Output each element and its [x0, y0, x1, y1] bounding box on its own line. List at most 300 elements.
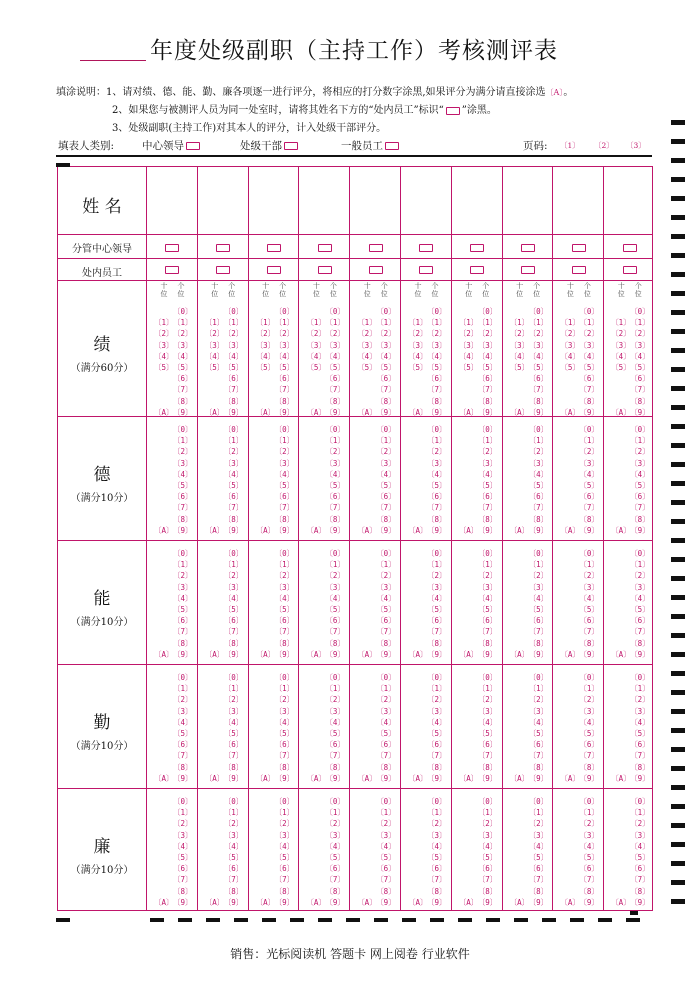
- option-oval[interactable]: [186, 142, 200, 150]
- full-score-bubble[interactable]: 〔A〕: [357, 649, 377, 659]
- score-bubble-ones[interactable]: 〔0〕: [427, 673, 447, 682]
- score-bubble-tens[interactable]: 〔1〕: [357, 318, 377, 328]
- score-bubble-ones[interactable]: 〔0〕: [325, 549, 345, 558]
- score-bubble-ones[interactable]: 〔6〕: [223, 864, 244, 874]
- score-bubble-ones[interactable]: 〔5〕: [274, 363, 295, 372]
- full-score-bubble[interactable]: 〔A〕: [255, 525, 276, 535]
- score-bubble-ones[interactable]: 〔1〕: [274, 436, 295, 446]
- score-bubble-ones[interactable]: 〔4〕: [579, 351, 599, 361]
- score-bubble-tens[interactable]: 〔1〕: [611, 318, 631, 328]
- score-bubble-ones[interactable]: 〔8〕: [630, 396, 650, 406]
- score-bubble-ones[interactable]: 〔7〕: [325, 385, 345, 395]
- score-bubble-ones[interactable]: 〔2〕: [325, 447, 345, 457]
- score-bubble-ones[interactable]: 〔3〕: [376, 458, 396, 468]
- score-bubble-ones[interactable]: 〔2〕: [579, 695, 599, 705]
- score-bubble-ones[interactable]: 〔2〕: [173, 447, 193, 457]
- score-bubble-ones[interactable]: 〔6〕: [223, 616, 244, 626]
- score-bubble-ones[interactable]: 〔2〕: [325, 329, 345, 339]
- score-bubble-ones[interactable]: 〔2〕: [376, 695, 396, 705]
- score-bubble-ones[interactable]: 〔2〕: [223, 571, 244, 581]
- score-bubble-ones[interactable]: 〔4〕: [477, 841, 498, 851]
- score-bubble-ones[interactable]: 〔4〕: [325, 717, 345, 727]
- score-bubble-ones[interactable]: 〔7〕: [274, 385, 295, 395]
- score-bubble-ones[interactable]: 〔2〕: [630, 819, 650, 829]
- score-bubble-ones[interactable]: 〔6〕: [173, 374, 193, 384]
- full-score-bubble[interactable]: 〔A〕: [458, 773, 479, 783]
- score-bubble-ones[interactable]: 〔0〕: [325, 307, 345, 316]
- score-bubble-ones[interactable]: 〔2〕: [376, 819, 396, 829]
- score-bubble-ones[interactable]: 〔3〕: [173, 706, 193, 716]
- full-score-bubble[interactable]: 〔A〕: [560, 649, 580, 659]
- score-bubble-ones[interactable]: 〔0〕: [477, 425, 498, 434]
- score-bubble-ones[interactable]: 〔0〕: [477, 307, 498, 316]
- score-bubble-ones[interactable]: 〔8〕: [325, 396, 345, 406]
- score-bubble-ones[interactable]: 〔9〕: [427, 773, 447, 783]
- full-score-bubble[interactable]: 〔A〕: [509, 407, 530, 417]
- score-bubble-ones[interactable]: 〔6〕: [630, 864, 650, 874]
- score-bubble-ones[interactable]: 〔4〕: [173, 593, 193, 603]
- score-bubble-ones[interactable]: 〔4〕: [376, 469, 396, 479]
- score-bubble-tens[interactable]: 〔1〕: [408, 318, 428, 328]
- score-bubble-ones[interactable]: 〔0〕: [579, 425, 599, 434]
- score-bubble-ones[interactable]: 〔1〕: [427, 318, 447, 328]
- score-bubble-ones[interactable]: 〔5〕: [528, 481, 549, 490]
- score-bubble-ones[interactable]: 〔5〕: [427, 729, 447, 738]
- score-bubble-ones[interactable]: 〔3〕: [173, 458, 193, 468]
- full-score-bubble[interactable]: 〔A〕: [408, 525, 428, 535]
- score-bubble-ones[interactable]: 〔4〕: [477, 593, 498, 603]
- score-bubble-ones[interactable]: 〔1〕: [376, 808, 396, 818]
- score-bubble-ones[interactable]: 〔1〕: [579, 560, 599, 570]
- score-bubble-ones[interactable]: 〔9〕: [325, 773, 345, 783]
- score-bubble-ones[interactable]: 〔1〕: [630, 436, 650, 446]
- score-bubble-ones[interactable]: 〔8〕: [528, 762, 549, 772]
- full-score-bubble[interactable]: 〔A〕: [611, 407, 631, 417]
- score-bubble-ones[interactable]: 〔1〕: [274, 808, 295, 818]
- score-bubble-ones[interactable]: 〔4〕: [223, 469, 244, 479]
- score-bubble-ones[interactable]: 〔6〕: [376, 374, 396, 384]
- score-bubble-ones[interactable]: 〔6〕: [376, 616, 396, 626]
- score-bubble-ones[interactable]: 〔7〕: [376, 627, 396, 637]
- score-bubble-ones[interactable]: 〔5〕: [477, 363, 498, 372]
- score-bubble-ones[interactable]: 〔3〕: [528, 340, 549, 350]
- score-bubble-ones[interactable]: 〔0〕: [376, 307, 396, 316]
- score-bubble-ones[interactable]: 〔1〕: [325, 560, 345, 570]
- score-bubble-ones[interactable]: 〔8〕: [274, 396, 295, 406]
- score-bubble-ones[interactable]: 〔1〕: [579, 318, 599, 328]
- score-bubble-ones[interactable]: 〔5〕: [427, 363, 447, 372]
- score-bubble-ones[interactable]: 〔9〕: [528, 525, 549, 535]
- score-bubble-ones[interactable]: 〔9〕: [274, 407, 295, 417]
- score-bubble-ones[interactable]: 〔9〕: [274, 773, 295, 783]
- page-option-3[interactable]: 〔3〕: [626, 141, 646, 150]
- score-bubble-ones[interactable]: 〔0〕: [223, 797, 244, 806]
- score-bubble-ones[interactable]: 〔3〕: [223, 340, 244, 350]
- score-bubble-ones[interactable]: 〔5〕: [630, 729, 650, 738]
- score-bubble-ones[interactable]: 〔3〕: [223, 830, 244, 840]
- score-bubble-ones[interactable]: 〔9〕: [376, 773, 396, 783]
- score-bubble-ones[interactable]: 〔5〕: [223, 481, 244, 490]
- score-bubble-ones[interactable]: 〔6〕: [427, 864, 447, 874]
- score-bubble-ones[interactable]: 〔3〕: [223, 582, 244, 592]
- score-bubble-ones[interactable]: 〔2〕: [274, 571, 295, 581]
- score-bubble-ones[interactable]: 〔8〕: [579, 886, 599, 896]
- score-bubble-ones[interactable]: 〔1〕: [223, 684, 244, 694]
- score-bubble-ones[interactable]: 〔1〕: [630, 318, 650, 328]
- score-bubble-ones[interactable]: 〔2〕: [325, 571, 345, 581]
- score-bubble-ones[interactable]: 〔6〕: [427, 740, 447, 750]
- score-bubble-ones[interactable]: 〔6〕: [528, 740, 549, 750]
- score-bubble-ones[interactable]: 〔4〕: [579, 593, 599, 603]
- score-bubble-ones[interactable]: 〔3〕: [223, 458, 244, 468]
- score-bubble-ones[interactable]: 〔6〕: [477, 374, 498, 384]
- score-bubble-ones[interactable]: 〔0〕: [223, 549, 244, 558]
- score-bubble-ones[interactable]: 〔5〕: [274, 481, 295, 490]
- score-bubble-ones[interactable]: 〔4〕: [274, 593, 295, 603]
- score-bubble-ones[interactable]: 〔5〕: [630, 363, 650, 372]
- full-score-bubble[interactable]: 〔A〕: [154, 897, 174, 907]
- score-bubble-ones[interactable]: 〔2〕: [579, 447, 599, 457]
- score-bubble-ones[interactable]: 〔9〕: [579, 773, 599, 783]
- score-bubble-ones[interactable]: 〔4〕: [325, 469, 345, 479]
- score-bubble-ones[interactable]: 〔2〕: [579, 819, 599, 829]
- score-bubble-ones[interactable]: 〔7〕: [630, 875, 650, 885]
- score-bubble-ones[interactable]: 〔9〕: [173, 525, 193, 535]
- score-bubble-ones[interactable]: 〔6〕: [173, 492, 193, 502]
- score-bubble-ones[interactable]: 〔6〕: [579, 374, 599, 384]
- score-bubble-ones[interactable]: 〔8〕: [325, 638, 345, 648]
- score-bubble-ones[interactable]: 〔1〕: [427, 684, 447, 694]
- score-bubble-ones[interactable]: 〔7〕: [427, 875, 447, 885]
- score-bubble-ones[interactable]: 〔6〕: [528, 492, 549, 502]
- score-bubble-ones[interactable]: 〔2〕: [325, 695, 345, 705]
- score-bubble-ones[interactable]: 〔9〕: [223, 897, 244, 907]
- score-bubble-ones[interactable]: 〔1〕: [579, 684, 599, 694]
- score-bubble-ones[interactable]: 〔3〕: [376, 830, 396, 840]
- score-bubble-ones[interactable]: 〔9〕: [223, 649, 244, 659]
- score-bubble-ones[interactable]: 〔3〕: [579, 830, 599, 840]
- score-bubble-ones[interactable]: 〔0〕: [223, 307, 244, 316]
- score-bubble-ones[interactable]: 〔4〕: [477, 469, 498, 479]
- score-bubble-ones[interactable]: 〔3〕: [274, 458, 295, 468]
- full-score-bubble[interactable]: 〔A〕: [458, 649, 479, 659]
- score-bubble-ones[interactable]: 〔6〕: [325, 374, 345, 384]
- score-bubble-ones[interactable]: 〔6〕: [223, 492, 244, 502]
- score-bubble-ones[interactable]: 〔0〕: [173, 307, 193, 316]
- score-bubble-ones[interactable]: 〔3〕: [477, 830, 498, 840]
- score-bubble-ones[interactable]: 〔7〕: [325, 627, 345, 637]
- score-bubble-ones[interactable]: 〔2〕: [528, 447, 549, 457]
- score-bubble-ones[interactable]: 〔7〕: [579, 875, 599, 885]
- leader-mark-oval[interactable]: [572, 244, 586, 252]
- score-bubble-ones[interactable]: 〔8〕: [579, 638, 599, 648]
- score-bubble-ones[interactable]: 〔9〕: [376, 407, 396, 417]
- score-bubble-ones[interactable]: 〔6〕: [274, 492, 295, 502]
- score-bubble-ones[interactable]: 〔7〕: [528, 627, 549, 637]
- score-bubble-ones[interactable]: 〔5〕: [579, 481, 599, 490]
- score-bubble-ones[interactable]: 〔8〕: [223, 762, 244, 772]
- score-bubble-ones[interactable]: 〔7〕: [477, 751, 498, 761]
- score-bubble-tens[interactable]: 〔4〕: [306, 351, 326, 361]
- score-bubble-ones[interactable]: 〔1〕: [325, 318, 345, 328]
- score-bubble-ones[interactable]: 〔6〕: [579, 492, 599, 502]
- score-bubble-ones[interactable]: 〔2〕: [274, 447, 295, 457]
- score-bubble-ones[interactable]: 〔7〕: [528, 503, 549, 513]
- score-bubble-ones[interactable]: 〔7〕: [274, 751, 295, 761]
- page-option-1[interactable]: 〔1〕: [560, 141, 580, 150]
- score-bubble-ones[interactable]: 〔6〕: [274, 616, 295, 626]
- score-bubble-ones[interactable]: 〔7〕: [630, 385, 650, 395]
- full-score-bubble[interactable]: 〔A〕: [560, 773, 580, 783]
- score-bubble-ones[interactable]: 〔2〕: [528, 571, 549, 581]
- full-score-bubble[interactable]: 〔A〕: [255, 897, 276, 907]
- score-bubble-ones[interactable]: 〔0〕: [477, 549, 498, 558]
- score-bubble-ones[interactable]: 〔0〕: [274, 797, 295, 806]
- score-bubble-ones[interactable]: 〔7〕: [223, 751, 244, 761]
- score-bubble-ones[interactable]: 〔2〕: [274, 695, 295, 705]
- score-bubble-ones[interactable]: 〔4〕: [579, 469, 599, 479]
- score-bubble-ones[interactable]: 〔9〕: [274, 649, 295, 659]
- score-bubble-ones[interactable]: 〔1〕: [477, 808, 498, 818]
- score-bubble-ones[interactable]: 〔7〕: [173, 627, 193, 637]
- score-bubble-ones[interactable]: 〔4〕: [376, 717, 396, 727]
- score-bubble-ones[interactable]: 〔4〕: [325, 351, 345, 361]
- score-bubble-ones[interactable]: 〔5〕: [528, 853, 549, 862]
- score-bubble-ones[interactable]: 〔2〕: [223, 329, 244, 339]
- staff-mark-oval[interactable]: [623, 266, 637, 274]
- staff-mark-oval[interactable]: [470, 266, 484, 274]
- score-bubble-ones[interactable]: 〔7〕: [223, 875, 244, 885]
- score-bubble-ones[interactable]: 〔3〕: [274, 340, 295, 350]
- full-score-bubble[interactable]: 〔A〕: [458, 897, 479, 907]
- score-bubble-ones[interactable]: 〔1〕: [223, 318, 244, 328]
- score-bubble-ones[interactable]: 〔0〕: [579, 797, 599, 806]
- score-bubble-ones[interactable]: 〔8〕: [630, 886, 650, 896]
- score-bubble-ones[interactable]: 〔2〕: [477, 695, 498, 705]
- score-bubble-ones[interactable]: 〔8〕: [477, 886, 498, 896]
- score-bubble-ones[interactable]: 〔9〕: [477, 773, 498, 783]
- score-bubble-ones[interactable]: 〔1〕: [528, 684, 549, 694]
- score-bubble-ones[interactable]: 〔6〕: [173, 740, 193, 750]
- score-bubble-ones[interactable]: 〔0〕: [274, 307, 295, 316]
- score-bubble-ones[interactable]: 〔2〕: [528, 695, 549, 705]
- full-score-bubble[interactable]: 〔A〕: [611, 525, 631, 535]
- score-bubble-ones[interactable]: 〔3〕: [173, 340, 193, 350]
- score-bubble-ones[interactable]: 〔9〕: [630, 407, 650, 417]
- score-bubble-ones[interactable]: 〔5〕: [528, 363, 549, 372]
- score-bubble-ones[interactable]: 〔3〕: [579, 458, 599, 468]
- score-bubble-ones[interactable]: 〔7〕: [376, 385, 396, 395]
- score-bubble-ones[interactable]: 〔4〕: [223, 841, 244, 851]
- score-bubble-ones[interactable]: 〔2〕: [223, 819, 244, 829]
- score-bubble-ones[interactable]: 〔1〕: [528, 560, 549, 570]
- score-bubble-ones[interactable]: 〔8〕: [528, 638, 549, 648]
- score-bubble-ones[interactable]: 〔0〕: [274, 673, 295, 682]
- score-bubble-ones[interactable]: 〔3〕: [427, 830, 447, 840]
- full-score-bubble[interactable]: 〔A〕: [255, 407, 276, 417]
- score-bubble-ones[interactable]: 〔3〕: [427, 458, 447, 468]
- score-bubble-ones[interactable]: 〔9〕: [630, 525, 650, 535]
- score-bubble-ones[interactable]: 〔2〕: [579, 571, 599, 581]
- score-bubble-ones[interactable]: 〔4〕: [579, 717, 599, 727]
- score-bubble-ones[interactable]: 〔9〕: [325, 525, 345, 535]
- score-bubble-ones[interactable]: 〔6〕: [325, 740, 345, 750]
- score-bubble-ones[interactable]: 〔1〕: [630, 684, 650, 694]
- score-bubble-ones[interactable]: 〔3〕: [477, 340, 498, 350]
- score-bubble-tens[interactable]: 〔4〕: [560, 351, 580, 361]
- score-bubble-ones[interactable]: 〔6〕: [579, 864, 599, 874]
- score-bubble-ones[interactable]: 〔6〕: [376, 740, 396, 750]
- score-bubble-ones[interactable]: 〔2〕: [477, 819, 498, 829]
- score-bubble-ones[interactable]: 〔1〕: [376, 560, 396, 570]
- score-bubble-ones[interactable]: 〔2〕: [325, 819, 345, 829]
- score-bubble-tens[interactable]: 〔3〕: [560, 340, 580, 350]
- score-bubble-ones[interactable]: 〔9〕: [528, 407, 549, 417]
- score-bubble-ones[interactable]: 〔1〕: [376, 436, 396, 446]
- score-bubble-tens[interactable]: 〔1〕: [255, 318, 276, 328]
- score-bubble-ones[interactable]: 〔7〕: [223, 503, 244, 513]
- full-score-bubble[interactable]: 〔A〕: [357, 407, 377, 417]
- score-bubble-ones[interactable]: 〔5〕: [579, 363, 599, 372]
- score-bubble-ones[interactable]: 〔7〕: [274, 503, 295, 513]
- score-bubble-tens[interactable]: 〔5〕: [408, 363, 428, 372]
- score-bubble-ones[interactable]: 〔1〕: [376, 318, 396, 328]
- score-bubble-ones[interactable]: 〔4〕: [630, 351, 650, 361]
- score-bubble-ones[interactable]: 〔7〕: [427, 751, 447, 761]
- score-bubble-tens[interactable]: 〔2〕: [204, 329, 225, 339]
- score-bubble-ones[interactable]: 〔8〕: [630, 638, 650, 648]
- staff-mark-oval[interactable]: [521, 266, 535, 274]
- score-bubble-ones[interactable]: 〔6〕: [477, 492, 498, 502]
- score-bubble-ones[interactable]: 〔4〕: [630, 593, 650, 603]
- score-bubble-tens[interactable]: 〔5〕: [458, 363, 479, 372]
- score-bubble-ones[interactable]: 〔1〕: [477, 560, 498, 570]
- score-bubble-ones[interactable]: 〔9〕: [223, 773, 244, 783]
- score-bubble-tens[interactable]: 〔3〕: [306, 340, 326, 350]
- score-bubble-ones[interactable]: 〔5〕: [325, 605, 345, 614]
- full-score-bubble[interactable]: 〔A〕: [509, 897, 530, 907]
- score-bubble-ones[interactable]: 〔3〕: [579, 340, 599, 350]
- score-bubble-ones[interactable]: 〔7〕: [579, 751, 599, 761]
- score-bubble-ones[interactable]: 〔2〕: [427, 571, 447, 581]
- staff-mark-oval[interactable]: [216, 266, 230, 274]
- score-bubble-ones[interactable]: 〔2〕: [376, 571, 396, 581]
- score-bubble-ones[interactable]: 〔9〕: [173, 407, 193, 417]
- full-score-bubble[interactable]: 〔A〕: [357, 897, 377, 907]
- score-bubble-ones[interactable]: 〔5〕: [325, 363, 345, 372]
- score-bubble-ones[interactable]: 〔3〕: [427, 582, 447, 592]
- score-bubble-ones[interactable]: 〔9〕: [477, 407, 498, 417]
- staff-mark-oval[interactable]: [572, 266, 586, 274]
- full-score-bubble[interactable]: 〔A〕: [611, 773, 631, 783]
- score-bubble-ones[interactable]: 〔8〕: [274, 762, 295, 772]
- score-bubble-ones[interactable]: 〔4〕: [528, 841, 549, 851]
- score-bubble-ones[interactable]: 〔2〕: [427, 447, 447, 457]
- leader-mark-oval[interactable]: [318, 244, 332, 252]
- score-bubble-ones[interactable]: 〔6〕: [376, 864, 396, 874]
- score-bubble-ones[interactable]: 〔1〕: [427, 560, 447, 570]
- full-score-bubble[interactable]: 〔A〕: [306, 773, 326, 783]
- score-bubble-ones[interactable]: 〔6〕: [223, 740, 244, 750]
- score-bubble-ones[interactable]: 〔7〕: [630, 751, 650, 761]
- score-bubble-ones[interactable]: 〔1〕: [173, 436, 193, 446]
- score-bubble-ones[interactable]: 〔3〕: [528, 706, 549, 716]
- leader-mark-oval[interactable]: [165, 244, 179, 252]
- score-bubble-ones[interactable]: 〔2〕: [173, 571, 193, 581]
- score-bubble-ones[interactable]: 〔7〕: [579, 385, 599, 395]
- score-bubble-tens[interactable]: 〔4〕: [509, 351, 530, 361]
- score-bubble-ones[interactable]: 〔2〕: [630, 447, 650, 457]
- score-bubble-ones[interactable]: 〔5〕: [173, 853, 193, 862]
- score-bubble-ones[interactable]: 〔7〕: [427, 385, 447, 395]
- score-bubble-ones[interactable]: 〔5〕: [173, 605, 193, 614]
- full-score-bubble[interactable]: 〔A〕: [154, 773, 174, 783]
- score-bubble-ones[interactable]: 〔0〕: [173, 425, 193, 434]
- score-bubble-tens[interactable]: 〔3〕: [408, 340, 428, 350]
- score-bubble-ones[interactable]: 〔7〕: [325, 875, 345, 885]
- score-bubble-ones[interactable]: 〔0〕: [173, 673, 193, 682]
- score-bubble-ones[interactable]: 〔1〕: [376, 684, 396, 694]
- score-bubble-ones[interactable]: 〔9〕: [579, 897, 599, 907]
- leader-mark-oval[interactable]: [623, 244, 637, 252]
- score-bubble-ones[interactable]: 〔5〕: [579, 605, 599, 614]
- score-bubble-ones[interactable]: 〔2〕: [427, 819, 447, 829]
- score-bubble-ones[interactable]: 〔7〕: [630, 503, 650, 513]
- score-bubble-ones[interactable]: 〔6〕: [274, 374, 295, 384]
- score-bubble-ones[interactable]: 〔6〕: [376, 492, 396, 502]
- score-bubble-ones[interactable]: 〔8〕: [579, 762, 599, 772]
- score-bubble-ones[interactable]: 〔4〕: [528, 593, 549, 603]
- score-bubble-ones[interactable]: 〔6〕: [274, 740, 295, 750]
- leader-mark-oval[interactable]: [470, 244, 484, 252]
- score-bubble-ones[interactable]: 〔0〕: [325, 425, 345, 434]
- score-bubble-ones[interactable]: 〔7〕: [528, 751, 549, 761]
- score-bubble-ones[interactable]: 〔3〕: [325, 830, 345, 840]
- full-score-bubble[interactable]: 〔A〕: [408, 649, 428, 659]
- full-score-bubble[interactable]: 〔A〕: [611, 649, 631, 659]
- score-bubble-ones[interactable]: 〔4〕: [274, 841, 295, 851]
- score-bubble-ones[interactable]: 〔9〕: [630, 773, 650, 783]
- leader-mark-oval[interactable]: [216, 244, 230, 252]
- score-bubble-ones[interactable]: 〔0〕: [528, 549, 549, 558]
- score-bubble-ones[interactable]: 〔8〕: [427, 762, 447, 772]
- score-bubble-ones[interactable]: 〔0〕: [376, 549, 396, 558]
- score-bubble-ones[interactable]: 〔8〕: [477, 396, 498, 406]
- score-bubble-ones[interactable]: 〔2〕: [274, 329, 295, 339]
- score-bubble-ones[interactable]: 〔8〕: [376, 638, 396, 648]
- score-bubble-tens[interactable]: 〔4〕: [154, 351, 174, 361]
- score-bubble-ones[interactable]: 〔7〕: [427, 627, 447, 637]
- score-bubble-ones[interactable]: 〔9〕: [630, 897, 650, 907]
- score-bubble-tens[interactable]: 〔4〕: [408, 351, 428, 361]
- score-bubble-tens[interactable]: 〔5〕: [255, 363, 276, 372]
- score-bubble-ones[interactable]: 〔7〕: [223, 385, 244, 395]
- score-bubble-tens[interactable]: 〔5〕: [154, 363, 174, 372]
- score-bubble-ones[interactable]: 〔9〕: [223, 407, 244, 417]
- score-bubble-ones[interactable]: 〔4〕: [376, 841, 396, 851]
- page-option-2[interactable]: 〔2〕: [594, 141, 614, 150]
- score-bubble-tens[interactable]: 〔2〕: [357, 329, 377, 339]
- score-bubble-tens[interactable]: 〔4〕: [204, 351, 225, 361]
- full-score-bubble[interactable]: 〔A〕: [204, 525, 225, 535]
- score-bubble-ones[interactable]: 〔5〕: [325, 853, 345, 862]
- score-bubble-ones[interactable]: 〔8〕: [325, 762, 345, 772]
- score-bubble-tens[interactable]: 〔4〕: [458, 351, 479, 361]
- full-score-bubble[interactable]: 〔A〕: [204, 649, 225, 659]
- score-bubble-ones[interactable]: 〔1〕: [477, 318, 498, 328]
- score-bubble-ones[interactable]: 〔6〕: [325, 864, 345, 874]
- score-bubble-ones[interactable]: 〔9〕: [477, 525, 498, 535]
